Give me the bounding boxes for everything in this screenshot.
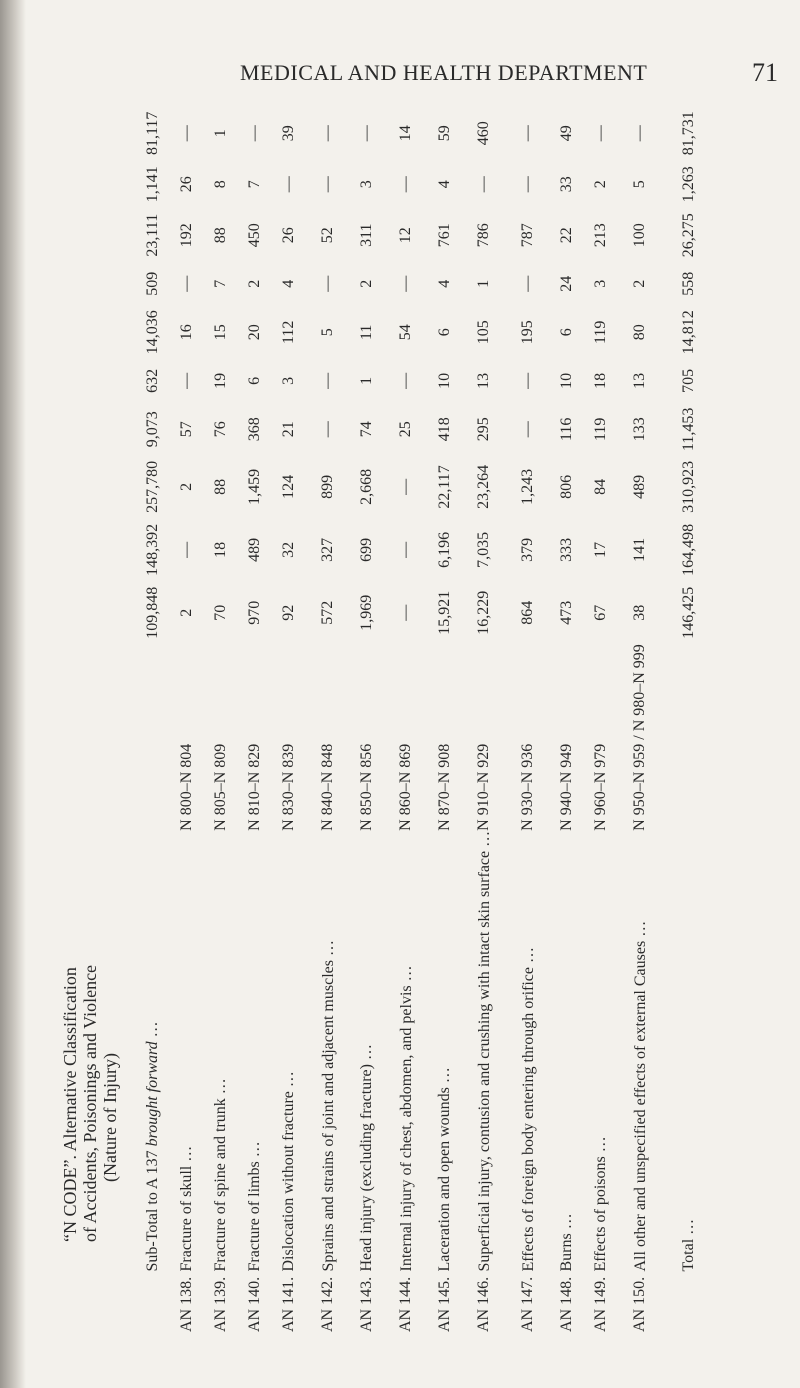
table-cell: 124 [280, 474, 297, 499]
total-cell: 146,425 [680, 586, 697, 639]
row-code: AN 146. [475, 1276, 492, 1332]
table-cell: — [397, 176, 414, 193]
table-cell: — [397, 478, 414, 495]
page-gutter-shadow [0, 0, 26, 1388]
table-cell: 2 [592, 180, 609, 189]
table-cell: 4 [436, 180, 453, 189]
table-cell: 379 [519, 537, 536, 562]
table-cell: 572 [319, 600, 336, 625]
table-cell: 1,969 [358, 594, 375, 631]
row-label: Fracture of skull … [178, 1145, 195, 1272]
table-cell: 18 [212, 541, 229, 558]
table-cell: 213 [592, 223, 609, 248]
table-cell: 1 [212, 129, 229, 138]
total-cell: 558 [680, 271, 697, 296]
table-cell: — [178, 372, 195, 389]
table-cell: — [519, 372, 536, 389]
table-cell: 81,117 [144, 111, 161, 155]
row-range: N 940–N 949 [558, 743, 575, 831]
row-label: Burns … [558, 1213, 575, 1272]
row-code: AN 142. [319, 1276, 336, 1332]
table-cell: 368 [246, 417, 263, 442]
total-row [662, 107, 706, 1332]
table-cell: 70 [212, 604, 229, 621]
table-cell: 8 [212, 180, 229, 189]
table-cell: 141 [631, 537, 648, 562]
table-cell: 2 [246, 279, 263, 288]
table-cell: 33 [558, 176, 575, 193]
total-cell: 26,275 [680, 213, 697, 258]
table-cell: 761 [436, 223, 453, 248]
row-range: N 830–N 839 [280, 743, 297, 831]
table-cell: 2 [178, 608, 195, 617]
table-cell: 787 [519, 223, 536, 248]
row-label: Superficial injury, contusion and crushing with intact skin surface … [475, 830, 493, 1272]
table-cell: — [519, 275, 536, 292]
table-cell: 327 [319, 537, 336, 562]
table-cell: 26 [178, 176, 195, 193]
injury-table [136, 107, 706, 1332]
table-cell: 26 [280, 227, 297, 244]
table-cell: 473 [558, 600, 575, 625]
row-code: AN 147. [519, 1276, 536, 1332]
table-cell: 1 [358, 376, 375, 385]
table-cell: 22,117 [436, 465, 453, 509]
row-range: N 850–N 856 [358, 743, 375, 831]
total-cell: 81,731 [680, 111, 697, 156]
table-cell: 3 [358, 180, 375, 189]
table-cell: — [319, 372, 336, 389]
table-cell: 9,073 [144, 411, 161, 448]
table-cell: 112 [280, 320, 297, 344]
table-cell: 450 [246, 223, 263, 248]
table-cell: 100 [631, 223, 648, 248]
table-cell: 109,848 [144, 586, 161, 639]
table-cell: 16 [178, 324, 195, 341]
table-cell: 4 [280, 279, 297, 288]
table-cell: — [397, 604, 414, 621]
table-cell: 13 [475, 372, 492, 389]
table-cell: 84 [592, 478, 609, 495]
table-cell: 5 [631, 180, 648, 189]
table-cell: 38 [631, 604, 648, 621]
table-cell: — [319, 421, 336, 438]
row-code: AN 149. [592, 1276, 609, 1332]
total-cell: 14,812 [680, 310, 697, 355]
table-cell: 699 [358, 537, 375, 562]
table-cell: — [358, 125, 375, 142]
table-cell: 15 [212, 324, 229, 341]
table-cell: — [397, 275, 414, 292]
table-cell: 6 [436, 328, 453, 337]
table-cell: 21 [280, 421, 297, 438]
table-cell: 13 [631, 372, 648, 389]
table-cell: 195 [519, 320, 536, 345]
table-cell: — [246, 125, 263, 142]
table-cell: 2,668 [358, 468, 375, 505]
row-range: N 800–N 804 [178, 743, 195, 831]
table-cell: — [397, 541, 414, 558]
table-cell: 970 [246, 600, 263, 625]
table-cell: 10 [436, 372, 453, 389]
table-cell: 23,111 [144, 213, 161, 257]
caption-line-2: of Accidents, Poisonings and Violence [80, 964, 100, 1242]
total-cell: 1,263 [680, 166, 697, 203]
row-label: Dislocation without fracture … [280, 1071, 297, 1272]
table-cell: 1,459 [246, 468, 263, 505]
table-row [618, 107, 662, 1332]
table-row [306, 107, 350, 1332]
table-cell: 6 [558, 328, 575, 337]
total-cell: 11,453 [680, 407, 697, 451]
table-cell: — [475, 176, 492, 193]
table-cell: 15,921 [436, 590, 453, 635]
row-code: AN 140. [246, 1276, 263, 1332]
table-cell: 1 [475, 279, 492, 288]
row-range: N 930–N 936 [519, 743, 536, 831]
row-code: AN 150. [631, 1276, 648, 1332]
row-range: N 805–N 809 [212, 743, 229, 831]
table-cell: 76 [212, 421, 229, 438]
table-cell: 864 [519, 600, 536, 625]
table-cell: — [519, 125, 536, 142]
row-code: AN 139. [212, 1276, 229, 1332]
table-row [506, 107, 550, 1332]
table-cell: 418 [436, 417, 453, 442]
table-cell: 12 [397, 227, 414, 244]
page-header [0, 58, 800, 98]
total-cell: 705 [680, 368, 697, 393]
table-cell: 2 [358, 279, 375, 288]
table-cell: 25 [397, 421, 414, 438]
row-code: AN 141. [280, 1276, 297, 1332]
table-cell: — [178, 275, 195, 292]
row-code: AN 138. [178, 1276, 195, 1332]
row-code: AN 148. [558, 1276, 575, 1332]
row-label: Head injury (excluding fracture) … [358, 1044, 375, 1272]
table-cell: — [592, 125, 609, 142]
table-cell: — [178, 541, 195, 558]
caption-line-1: “N CODE”. Alternative Classification [60, 967, 80, 1242]
table-cell: 119 [592, 320, 609, 344]
table-row [238, 107, 272, 1332]
table-cell: 133 [631, 417, 648, 442]
total-label: Total … [680, 1218, 697, 1272]
table-cell: 16,229 [475, 590, 492, 635]
table-cell: 6,196 [436, 531, 453, 568]
table-cell: 489 [246, 537, 263, 562]
row-label: Sprains and strains of joint and adjacent muscles … [319, 940, 337, 1272]
table-cell: — [319, 176, 336, 193]
table-cell: 311 [358, 223, 375, 247]
table-cell: — [319, 125, 336, 142]
table-row [272, 107, 306, 1332]
page-title: MEDICAL AND HEALTH DEPARTMENT [240, 60, 648, 85]
table-cell: 11 [358, 324, 375, 340]
table-cell: 2 [178, 482, 195, 491]
table-cell: 19 [212, 372, 229, 389]
table-cell: 49 [558, 125, 575, 142]
table-cell: 22 [558, 227, 575, 244]
table-row [550, 107, 584, 1332]
table-row [204, 107, 238, 1332]
table-cell: — [519, 176, 536, 193]
row-range: N 910–N 929 [475, 743, 492, 831]
subtotal-label: Sub-Total to A 137 brought forward … [144, 1021, 161, 1272]
table-cell: 899 [319, 474, 336, 499]
table-cell: — [319, 275, 336, 292]
table-cell: 74 [358, 421, 375, 438]
table-cell: 54 [397, 324, 414, 341]
table-cell: — [519, 421, 536, 438]
table-cell: 4 [436, 279, 453, 288]
table-cell: 14,036 [144, 310, 161, 355]
row-range: N 860–N 869 [397, 743, 414, 831]
table-row [384, 107, 428, 1332]
subtotal-row [136, 107, 170, 1332]
total-cell: 164,498 [680, 523, 697, 576]
table-cell: 39 [280, 125, 297, 142]
row-label: Laceration and open wounds … [436, 1067, 453, 1272]
table-cell: 17 [592, 541, 609, 558]
row-code: AN 144. [397, 1276, 414, 1332]
row-code: AN 145. [436, 1276, 453, 1332]
table-cell: 632 [144, 368, 161, 393]
table-cell: 6 [246, 376, 263, 385]
table-cell: 18 [592, 372, 609, 389]
table-cell: 105 [475, 320, 492, 345]
table-cell: 3 [592, 279, 609, 288]
table-cell: 116 [558, 417, 575, 441]
table-row [584, 107, 618, 1332]
row-label: All other and unspecified effects of external Causes … [631, 920, 649, 1272]
table-cell: 88 [212, 478, 229, 495]
table-cell: 20 [246, 324, 263, 341]
table-cell: 5 [319, 328, 336, 337]
table-row [350, 107, 384, 1332]
table-cell: 3 [280, 376, 297, 385]
row-range: N 810–N 829 [246, 743, 263, 831]
table-cell: 10 [558, 372, 575, 389]
row-range: N 870–N 908 [436, 743, 453, 831]
table-cell: 257,780 [144, 460, 161, 513]
row-range: N 960–N 979 [592, 743, 609, 831]
table-cell: 786 [475, 223, 492, 248]
total-cell: 310,923 [680, 460, 697, 513]
row-label: Fracture of spine and trunk … [212, 1078, 229, 1272]
table-cell: 24 [558, 275, 575, 292]
table-cell: 14 [397, 125, 414, 142]
table-cell: 119 [592, 417, 609, 441]
row-label: Effects of foreign body entering through orifice … [519, 947, 537, 1272]
table-cell: 2 [631, 279, 648, 288]
table-cell: — [178, 125, 195, 142]
table-cell: — [280, 176, 297, 193]
caption-line-3: (Nature of Injury) [100, 1053, 120, 1182]
table-cell: 7 [246, 180, 263, 189]
table-cell: 88 [212, 227, 229, 244]
row-label: Fracture of limbs … [246, 1141, 263, 1272]
table-cell: 148,392 [144, 523, 161, 576]
table-row [170, 107, 204, 1332]
table-cell: 489 [631, 474, 648, 499]
table-cell: 509 [144, 271, 161, 296]
rotated-table-block [60, 107, 790, 1332]
table-row [428, 107, 462, 1332]
table-cell: 1,141 [144, 166, 161, 203]
row-label: Internal injury of chest, abdomen, and pelvis … [397, 965, 415, 1272]
row-label: Effects of poisons … [592, 1136, 609, 1272]
table-cell: 192 [178, 223, 195, 248]
table-row [462, 107, 506, 1332]
row-code: AN 143. [358, 1276, 375, 1332]
table-cell: 7,035 [475, 531, 492, 568]
table-cell: 333 [558, 537, 575, 562]
row-range: N 840–N 848 [319, 743, 336, 831]
table-cell: 32 [280, 541, 297, 558]
table-cell: 80 [631, 324, 648, 341]
table-caption [60, 107, 120, 1332]
table-cell: — [631, 125, 648, 142]
row-range: N 950–N 959 / N 980–N 999 [631, 644, 648, 831]
table-cell: 460 [475, 121, 492, 146]
table-cell: 806 [558, 474, 575, 499]
table-cell: 7 [212, 279, 229, 288]
table-cell: 57 [178, 421, 195, 438]
table-cell: 295 [475, 417, 492, 442]
page-number: 71 [752, 58, 778, 87]
table-cell: 1,243 [519, 468, 536, 505]
table-cell: 92 [280, 604, 297, 621]
table-cell: — [397, 372, 414, 389]
table-cell: 23,264 [475, 464, 492, 509]
table-cell: 67 [592, 604, 609, 621]
table-cell: 59 [436, 125, 453, 142]
table-cell: 52 [319, 227, 336, 244]
